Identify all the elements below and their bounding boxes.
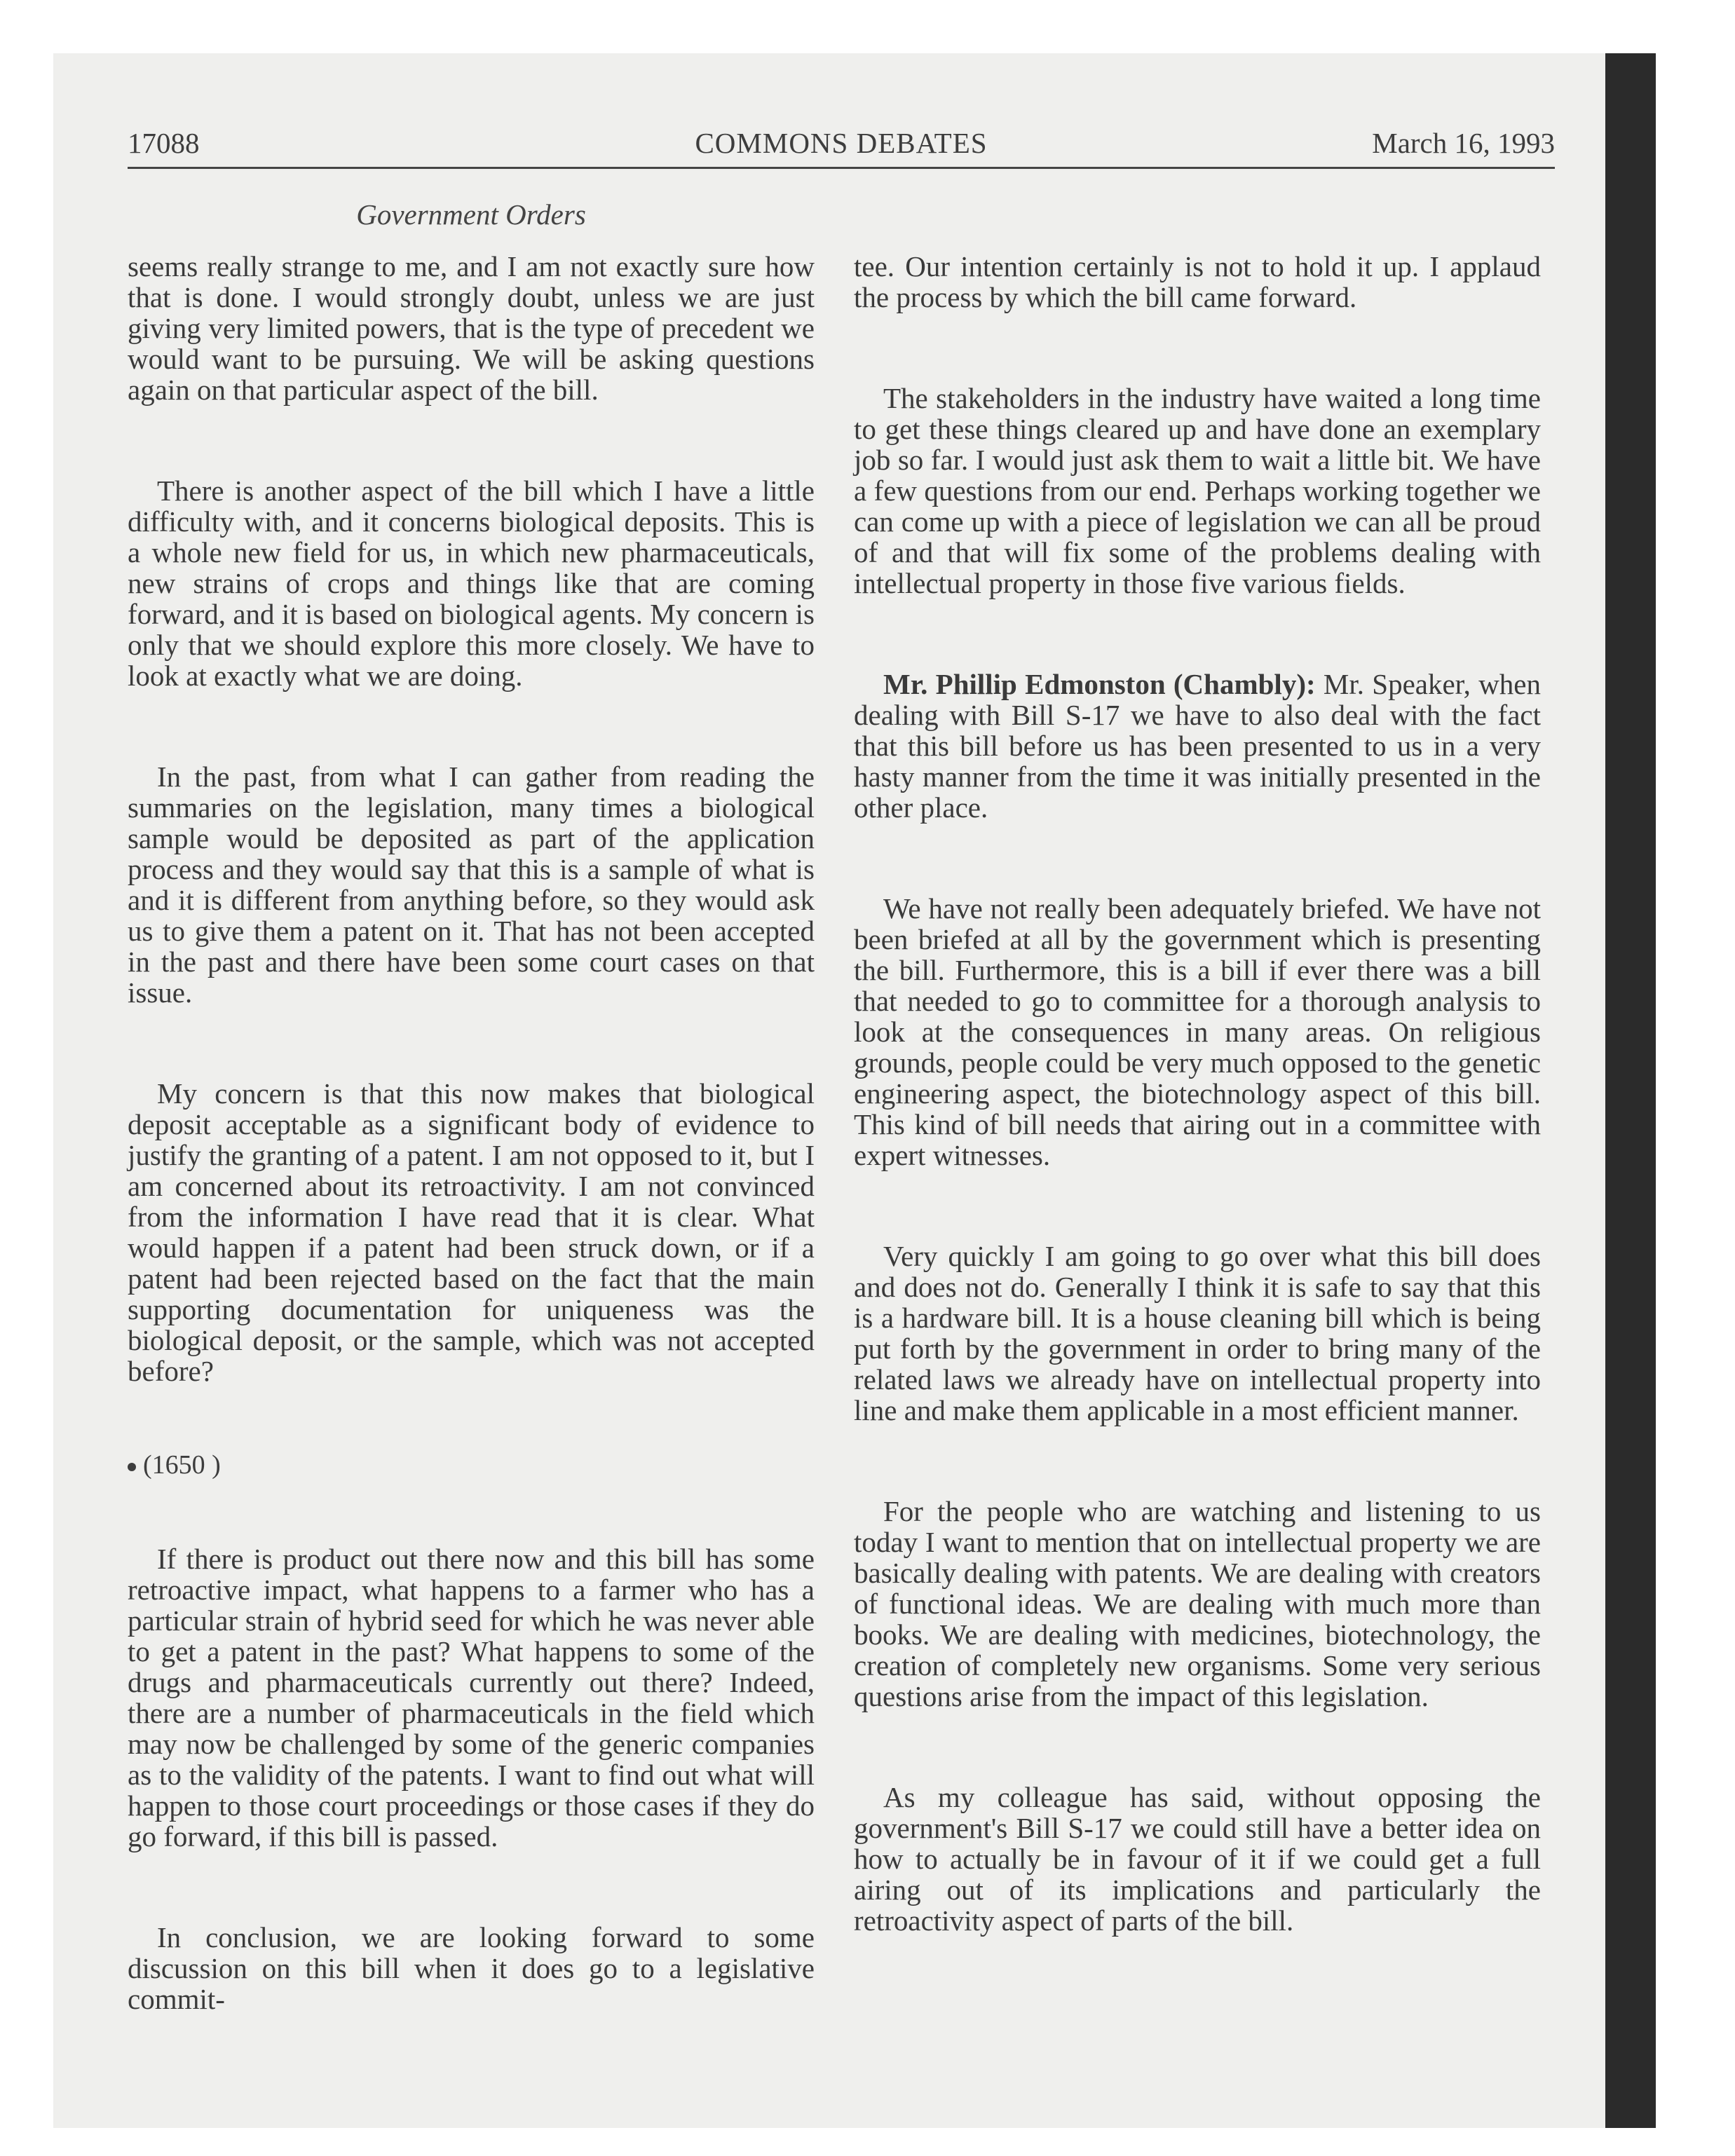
header-rule bbox=[128, 167, 1555, 169]
paragraph: In the past, from what I can gather from reading the summaries on the legislation, many times a biological sample would be deposited as part of the application process and they would say that this is a sample of what is and it is different from anything before, so they would ask us to give them a patent on it. That has not been accepted in the past and there have been some court cases on that issue. bbox=[128, 760, 815, 1009]
section-heading: Government Orders bbox=[356, 198, 586, 231]
paragraph: For the people who are watching and listening to us today I want to mention that on intellectual property we are basically dealing with patents. We are dealing with creators of functional ideas. We are dealing with much more than books. We are dealing with medicines, biotechnology, the creation of completely new organisms. Some very serious questions arise from the impact of this legislation. bbox=[854, 1495, 1541, 1712]
right-column bbox=[854, 251, 1541, 2006]
page-header bbox=[128, 121, 1555, 170]
speaker-remarks: Mr. Speaker, when dealing with Bill S-17 we have to also deal with the fact that this bill before us has been presented to us in a very hasty manner from the time it was initially presented in the other place. bbox=[854, 668, 1541, 824]
bullet-icon bbox=[128, 1463, 136, 1471]
paragraph: Very quickly I am going to go over what this bill does and does not do. Generally I think it is safe to say that this is a hardware bill. It is a house cleaning bill which is being put forth by the government in order to bring many of the related laws we already have on intellectual property into line and make them applicable in a most efficient manner. bbox=[854, 1240, 1541, 1426]
paragraph: My concern is that this now makes that biological deposit acceptable as a significant body of evidence to justify the granting of a patent. I am not opposed to it, but I am concerned about its retroactivity. I am not convinced from the information I have read that it is clear. What would happen if a patent had been struck down, or if a patent had been rejected based on the fact that the main supporting documentation for uniqueness was the biological deposit, or the sample, which was not accepted before? bbox=[128, 1077, 815, 1387]
page-number: 17088 bbox=[128, 127, 200, 159]
publication-date: March 16, 1993 bbox=[1372, 127, 1555, 159]
journal-title: COMMONS DEBATES bbox=[695, 127, 988, 159]
paragraph: seems really strange to me, and I am not exactly sure how that is done. I would strongly doubt, unless we are just giving very limited powers, that is the type of precedent we would want to be pursuing. We will be asking questions again on that particular aspect of the bill. bbox=[128, 250, 815, 406]
speaker-paragraph bbox=[854, 669, 1541, 823]
paragraph: We have not really been adequately briefed. We have not been briefed at all by the government which is presenting the bill. Furthermore, this is a bill if ever there was a bill that needed to go to committee for a thorough analysis to look at the consequences in many areas. On religious grounds, people could be very much opposed to the genetic engineering aspect, the biotechnology aspect of this bill. This kind of bill needs that airing out in a committee with expert witnesses. bbox=[854, 892, 1541, 1171]
scan-shadow-edge bbox=[1605, 53, 1656, 2128]
time-marker bbox=[128, 1449, 815, 1480]
speaker-name: Mr. Phillip Edmonston (Chambly): bbox=[883, 668, 1316, 700]
time-marker-label: (1650 ) bbox=[143, 1450, 221, 1480]
left-column bbox=[128, 251, 815, 2085]
paragraph: The stakeholders in the industry have waited a long time to get these things cleared up and have done an exemplary job so far. I would just ask them to wait a little bit. We have a few questions from our end. Perhaps working together we can come up with a piece of legislation we can all be proud of and that will fix some of the problems dealing with intellectual property in those five various fields. bbox=[854, 382, 1541, 599]
paragraph: tee. Our intention certainly is not to hold it up. I applaud the process by which the bill came forward. bbox=[854, 250, 1541, 313]
paragraph: In conclusion, we are looking forward to some discussion on this bill when it does go to a legislative commit- bbox=[128, 1921, 815, 2015]
paragraph: As my colleague has said, without opposing the government's Bill S-17 we could still have a better idea on how to actually be in favour of it if we could get a full airing out of its implications and particularly the retroactivity aspect of parts of the bill. bbox=[854, 1781, 1541, 1937]
paragraph: If there is product out there now and this bill has some retroactive impact, what happens to a farmer who has a particular strain of hybrid seed for which he was never able to get a patent in the past? What happens to some of the drugs and pharmaceuticals currently out there? Indeed, there are a number of pharmaceuticals in the field which may now be challenged by some of the generic companies as to the validity of the patents. I want to find out what will happen to those court proceedings or those cases if they do go forward, if this bill is passed. bbox=[128, 1543, 815, 1853]
paragraph: There is another aspect of the bill which I have a little difficulty with, and it concerns biological deposits. This is a whole new field for us, in which new pharmaceuticals, new strains of crops and things like that are coming forward, and it is based on biological agents. My concern is only that we should explore this more closely. We have to look at exactly what we are doing. bbox=[128, 475, 815, 692]
